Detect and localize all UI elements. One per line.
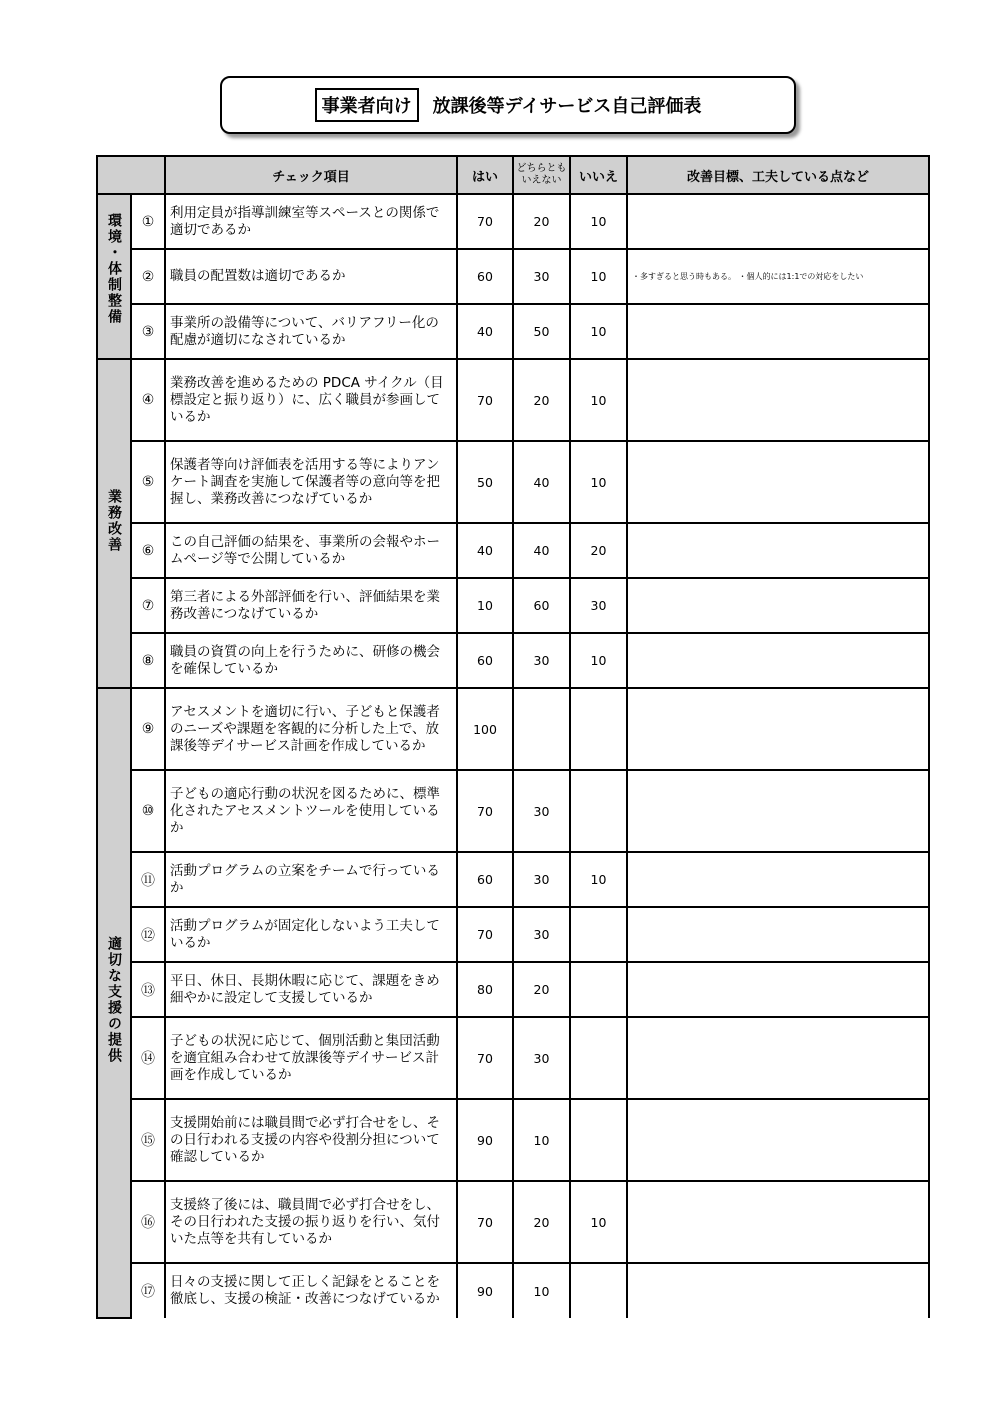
category-label: 適切な支援の提供 [106,936,122,1064]
table-row [97,962,929,1017]
neither-value: 30 [513,1017,570,1099]
check-item: 保護者等向け評価表を活用する等によりアンケート調査を実施して保護者等の意向等を把握し、業務改善につなげているか [165,441,457,523]
yes-value: 90 [457,1099,513,1181]
neither-value: 30 [513,770,570,852]
check-item: 支援終了後には、職員間で必ず打合せをし、その日行われた支援の振り返りを行い、気付いた点等を共有しているか [165,1181,457,1263]
category-cell [97,194,131,359]
row-number: ⑪ [131,852,165,907]
table-row [97,1099,929,1181]
table-row [97,907,929,962]
neither-value: 20 [513,962,570,1017]
table-row [97,1181,929,1263]
row-number: ⑮ [131,1099,165,1181]
table-row [97,194,929,249]
improvement-note [627,688,929,770]
header-notes: 改善目標、工夫している点など [627,156,929,194]
header-blank [97,156,165,194]
check-item: アセスメントを適切に行い、子どもと保護者のニーズや課題を客観的に分析した上で、放課後等デイサービス計画を作成しているか [165,688,457,770]
neither-value: 20 [513,194,570,249]
row-number: ⑯ [131,1181,165,1263]
yes-value: 70 [457,770,513,852]
no-value: 10 [570,633,627,688]
no-value: 10 [570,359,627,441]
check-item: 職員の配置数は適切であるか [165,249,457,304]
yes-value: 40 [457,304,513,359]
check-item: 平日、休日、長期休暇に応じて、課題をきめ細やかに設定して支援しているか [165,962,457,1017]
neither-value: 30 [513,249,570,304]
check-item: 子どもの適応行動の状況を図るために、標準化されたアセスメントツールを使用しているか [165,770,457,852]
table-row [97,359,929,441]
check-item: 事業所の設備等について、バリアフリー化の配慮が適切になされているか [165,304,457,359]
improvement-note [627,1017,929,1099]
row-number: ⑥ [131,523,165,578]
category-label: 環境・体制整備 [106,213,122,325]
neither-value: 30 [513,907,570,962]
check-item: 支援開始前には職員間で必ず打合せをし、その日行われる支援の内容や役割分担について確認しているか [165,1099,457,1181]
yes-value: 70 [457,907,513,962]
no-value [570,1263,627,1318]
table-row [97,633,929,688]
neither-value [513,688,570,770]
yes-value: 70 [457,1017,513,1099]
improvement-note [627,304,929,359]
category-cell [97,688,131,1318]
row-number: ⑨ [131,688,165,770]
neither-value: 30 [513,852,570,907]
no-value: 30 [570,578,627,633]
yes-value: 10 [457,578,513,633]
row-number: ⑤ [131,441,165,523]
no-value: 10 [570,194,627,249]
no-value: 20 [570,523,627,578]
improvement-note [627,523,929,578]
no-value: 10 [570,852,627,907]
neither-value: 40 [513,523,570,578]
table-row [97,688,929,770]
check-item: 子どもの状況に応じて、個別活動と集団活動を適宜組み合わせて放課後等デイサービス計画を作成しているか [165,1017,457,1099]
yes-value: 50 [457,441,513,523]
neither-value: 20 [513,359,570,441]
yes-value: 100 [457,688,513,770]
neither-value: 40 [513,441,570,523]
improvement-note [627,1099,929,1181]
improvement-note [627,194,929,249]
check-item: 日々の支援に関して正しく記録をとることを徹底し、支援の検証・改善につなげているか [165,1263,457,1318]
row-number: ⑫ [131,907,165,962]
yes-value: 60 [457,249,513,304]
no-value: 10 [570,1181,627,1263]
no-value [570,770,627,852]
improvement-note [627,1263,929,1318]
yes-value: 40 [457,523,513,578]
header-neither: どちらともいえない [513,156,570,194]
improvement-note [627,578,929,633]
table-row [97,578,929,633]
yes-value: 60 [457,852,513,907]
row-number: ③ [131,304,165,359]
check-item: 第三者による外部評価を行い、評価結果を業務改善につなげているか [165,578,457,633]
title-badge: 事業者向け [315,88,419,122]
neither-value: 60 [513,578,570,633]
no-value [570,688,627,770]
check-item: 活動プログラムが固定化しないよう工夫しているか [165,907,457,962]
neither-value: 50 [513,304,570,359]
table-row [97,249,929,304]
improvement-note [627,852,929,907]
yes-value: 90 [457,1263,513,1318]
row-number: ⑭ [131,1017,165,1099]
check-item: この自己評価の結果を、事業所の会報やホームページ等で公開しているか [165,523,457,578]
title-box [220,76,796,134]
header-row [97,156,929,194]
neither-value: 20 [513,1181,570,1263]
improvement-note [627,633,929,688]
no-value [570,907,627,962]
yes-value: 70 [457,194,513,249]
row-number: ⑧ [131,633,165,688]
yes-value: 60 [457,633,513,688]
improvement-note [627,1181,929,1263]
row-number: ⑦ [131,578,165,633]
neither-value: 10 [513,1099,570,1181]
category-label: 業務改善 [106,488,122,553]
neither-value: 30 [513,633,570,688]
check-item: 活動プログラムの立案をチームで行っているか [165,852,457,907]
row-number: ① [131,194,165,249]
header-yes: はい [457,156,513,194]
no-value: 10 [570,441,627,523]
table-row [97,1263,929,1318]
no-value: 10 [570,249,627,304]
header-item: チェック項目 [165,156,457,194]
yes-value: 70 [457,1181,513,1263]
row-number: ② [131,249,165,304]
category-cell [97,359,131,688]
row-number: ⑩ [131,770,165,852]
row-number: ⑬ [131,962,165,1017]
table-row [97,852,929,907]
improvement-note [627,907,929,962]
improvement-note [627,359,929,441]
no-value [570,1017,627,1099]
table-row [97,770,929,852]
evaluation-table [96,155,930,1319]
table-row [97,523,929,578]
table-row [97,304,929,359]
row-number: ⑰ [131,1263,165,1318]
table-row [97,441,929,523]
check-item: 業務改善を進めるための PDCA サイクル（目標設定と振り返り）に、広く職員が参画しているか [165,359,457,441]
no-value [570,1099,627,1181]
page-title: 放課後等デイサービス自己評価表 [432,96,702,117]
row-number: ④ [131,359,165,441]
yes-value: 80 [457,962,513,1017]
improvement-note [627,962,929,1017]
neither-value: 10 [513,1263,570,1318]
improvement-note [627,770,929,852]
improvement-note: ・多すぎると思う時もある。 ・個人的には1:1での対応をしたい [627,249,929,304]
check-item: 利用定員が指導訓練室等スペースとの関係で適切であるか [165,194,457,249]
yes-value: 70 [457,359,513,441]
table-row [97,1017,929,1099]
check-item: 職員の資質の向上を行うために、研修の機会を確保しているか [165,633,457,688]
header-no: いいえ [570,156,627,194]
no-value: 10 [570,304,627,359]
improvement-note [627,441,929,523]
no-value [570,962,627,1017]
